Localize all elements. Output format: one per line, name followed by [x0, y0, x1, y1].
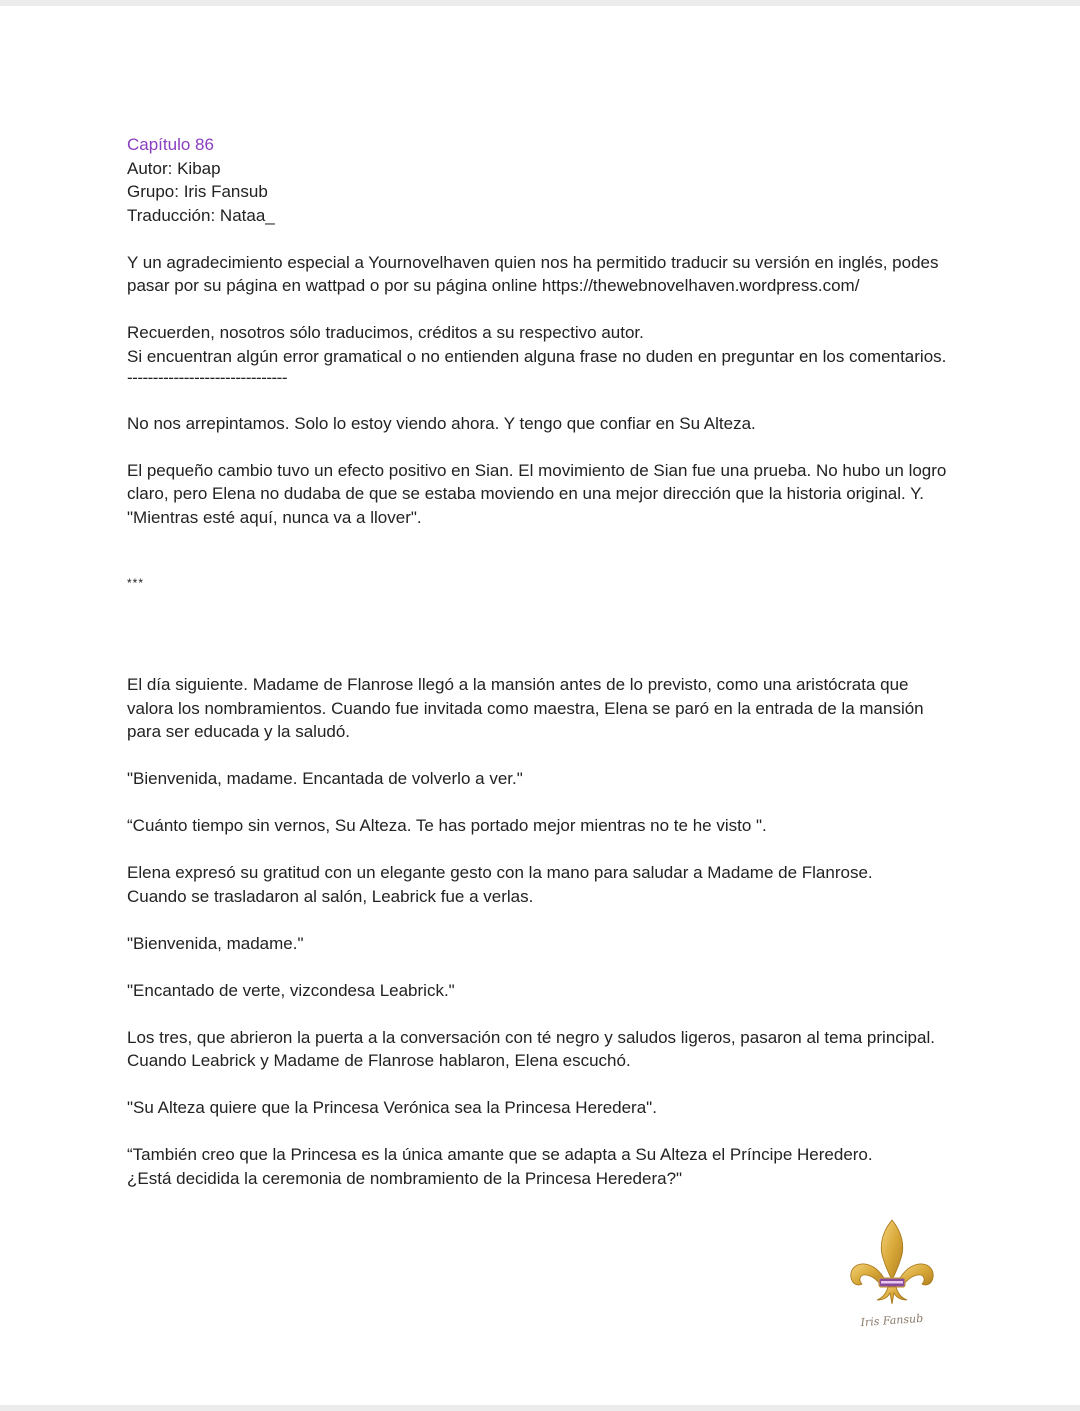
iris-fansub-logo — [846, 1218, 938, 1330]
document-body — [127, 133, 947, 1190]
logo-signature: Iris Fansub — [860, 1311, 924, 1330]
paragraph: El día siguiente. Madame de Flanrose llegó a la mansión antes de lo previsto, como una aristócrata que valora los nombramientos. Cuando fue invitada como maestra, Elena se paró en la entrada de la mansión para ser educada y la saludó. — [127, 675, 924, 741]
paragraph: Cuando se trasladaron al salón, Leabrick fue a verlas. — [127, 886, 534, 906]
fleur-de-lis-icon — [846, 1218, 938, 1330]
dialogue-line: ¿Está decidida la ceremonia de nombramiento de la Princesa Heredera?" — [127, 1168, 683, 1188]
paragraph: El pequeño cambio tuvo un efecto positivo en Sian. El movimiento de Sian fue una prueba. No hubo un logro claro, pero Elena no dudaba de que se estaba moviendo en una mejor dirección que la historia original. Y. "Mientras esté aquí, nunca va a llover". — [127, 460, 947, 527]
divider-line: ------------------------------- — [127, 368, 287, 387]
credits-paragraph: Recuerden, nosotros sólo traducimos, créditos a su respectivo autor. — [127, 323, 644, 342]
dialogue-line: “Cuánto tiempo sin vernos, Su Alteza. Te has portado mejor mientras no te he visto ". — [127, 816, 767, 835]
dialogue-line: "Bienvenida, madame. Encantada de volverlo a ver." — [127, 769, 523, 788]
top-edge — [0, 0, 1080, 6]
paragraph: Los tres, que abrieron la puerta a la conversación con té negro y saludos ligeros, pasaron al tema principal. Cuando Leabrick y Madame de Flanrose hablaron, Elena escuchó. — [127, 1027, 935, 1070]
group-line: Grupo: Iris Fansub — [127, 182, 268, 201]
chapter-title: Capítulo 86 — [127, 135, 214, 154]
dialogue-line: "Bienvenida, madame." — [127, 933, 304, 953]
errors-paragraph: Si encuentran algún error gramatical o no entienden alguna frase no duden en preguntar en los comentarios. — [127, 346, 947, 366]
thanks-paragraph: Y un agradecimiento especial a Yournovelhaven quien nos ha permitido traducir su versión en inglés, podes pasar por su página en wattpad o por su página online https://thewebnovelhaven.wordpress.com/ — [127, 252, 939, 295]
dialogue-line: “También creo que la Princesa es la única amante que se adapta a Su Alteza el Príncipe Heredero. — [127, 1145, 873, 1164]
paragraph: No nos arrepintamos. Solo lo estoy viendo ahora. Y tengo que confiar en Su Alteza. — [127, 413, 756, 433]
paragraph: Elena expresó su gratitud con un elegante gesto con la mano para saludar a Madame de Flanrose. — [127, 863, 873, 882]
dialogue-line: "Encantado de verte, vizcondesa Leabrick." — [127, 980, 455, 1000]
dialogue-line: "Su Alteza quiere que la Princesa Verónica sea la Princesa Heredera". — [127, 1098, 657, 1117]
bottom-edge — [0, 1405, 1080, 1411]
author-line: Autor: Kibap — [127, 158, 221, 178]
scene-separator: *** — [127, 576, 145, 590]
translation-line: Traducción: Nataa_ — [127, 205, 275, 225]
